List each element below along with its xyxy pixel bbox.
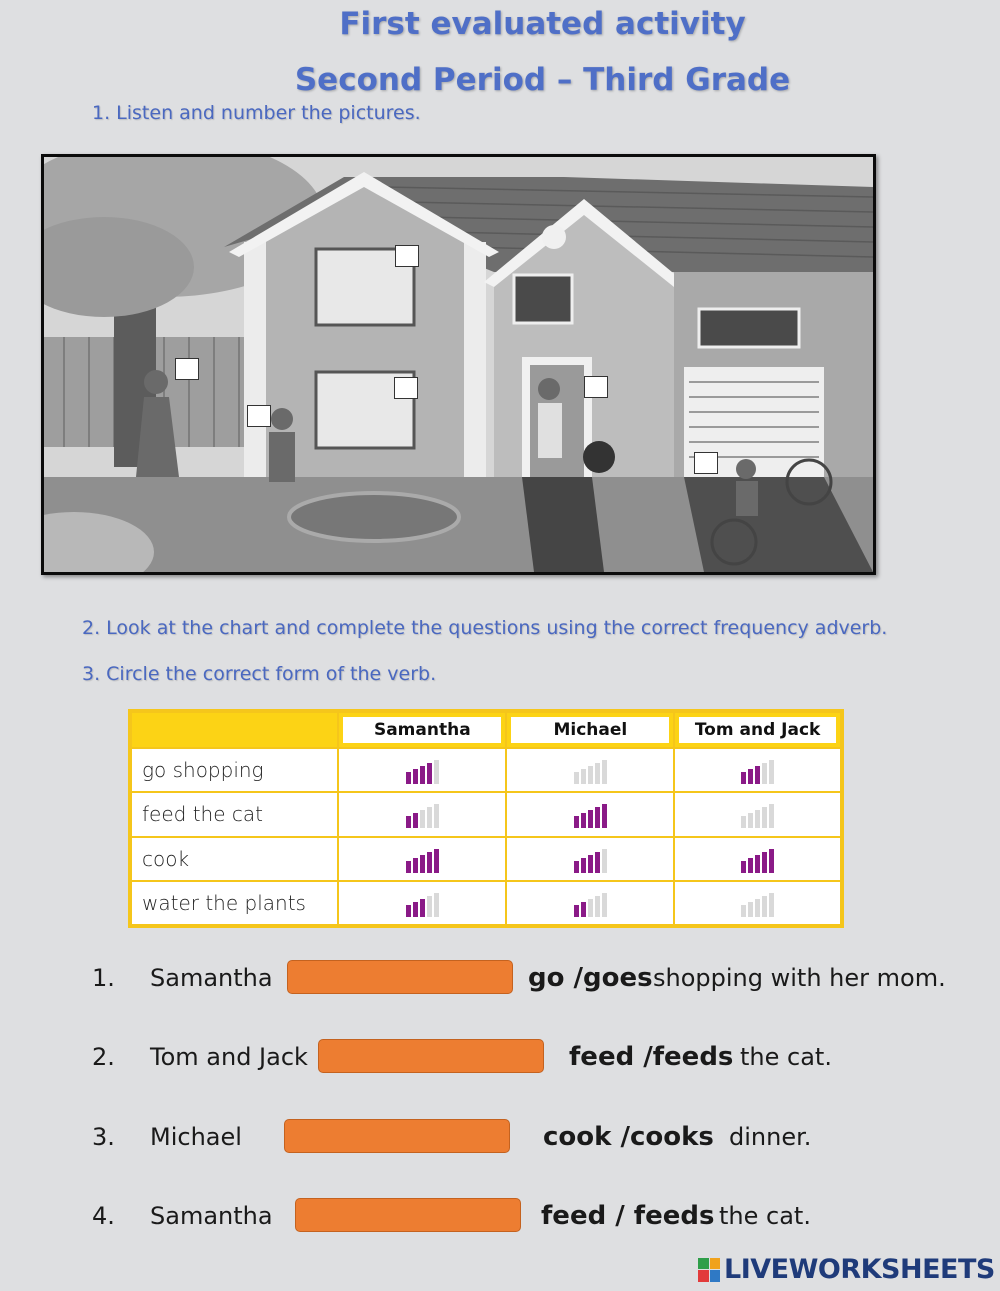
frequency-cell [338, 792, 506, 836]
sentence-rest: the cat. [740, 1043, 832, 1071]
frequency-bar [574, 861, 579, 873]
frequency-bars-icon [741, 845, 774, 873]
frequency-bars-icon [574, 800, 607, 828]
sentence-number: 2. [92, 1043, 115, 1071]
activity-label: feed the cat [131, 792, 338, 836]
frequency-bar [741, 772, 746, 784]
instruction-2: 2. Look at the chart and complete the questions using the correct frequency adverb. [82, 617, 888, 639]
sentence-rest: shopping with her mom. [653, 964, 946, 992]
frequency-bar [574, 816, 579, 828]
frequency-bar [581, 902, 586, 917]
frequency-bar [581, 769, 586, 784]
frequency-bar [427, 763, 432, 784]
number-input-box[interactable] [694, 452, 718, 474]
frequency-bar [588, 899, 593, 917]
activity-label: cook [131, 837, 338, 881]
frequency-bar [574, 772, 579, 784]
sentence-number: 1. [92, 964, 115, 992]
frequency-bar [755, 899, 760, 917]
chart-row [131, 748, 841, 792]
chart-corner-cell [131, 712, 338, 748]
frequency-bar [748, 858, 753, 873]
chart-header-samantha: Samantha [338, 712, 506, 748]
sentence-subject: Michael [150, 1123, 242, 1151]
frequency-bar [406, 816, 411, 828]
frequency-bar [755, 855, 760, 873]
frequency-bar [406, 772, 411, 784]
verb-choice[interactable]: feed /feeds [569, 1042, 734, 1072]
frequency-bar [748, 813, 753, 828]
sentence-3 [92, 1117, 972, 1157]
frequency-bar [595, 763, 600, 784]
frequency-cell [506, 881, 674, 925]
frequency-cell [506, 748, 674, 792]
answer-dropdown[interactable] [318, 1039, 544, 1073]
frequency-bars-icon [741, 756, 774, 784]
worksheet-title: First evaluated activity [339, 6, 746, 42]
sentence-4 [92, 1196, 972, 1236]
sentence-2 [92, 1037, 972, 1077]
instruction-3: 3. Circle the correct form of the verb. [82, 663, 437, 685]
frequency-bar [413, 902, 418, 917]
frequency-bar [748, 902, 753, 917]
sentence-number: 3. [92, 1123, 115, 1151]
liveworksheets-logo [698, 1254, 995, 1285]
frequency-bar [413, 769, 418, 784]
frequency-cell [674, 792, 841, 836]
sentence-rest: the cat. [719, 1202, 811, 1230]
frequency-cell [674, 837, 841, 881]
frequency-bar [581, 858, 586, 873]
frequency-chart [128, 709, 844, 928]
chart-header-michael: Michael [506, 712, 674, 748]
frequency-bar [434, 760, 439, 784]
sentence-subject: Samantha [150, 1202, 273, 1230]
frequency-bar [741, 905, 746, 917]
frequency-bar [602, 804, 607, 828]
frequency-bar [588, 855, 593, 873]
frequency-bars-icon [574, 889, 607, 917]
frequency-bar [748, 769, 753, 784]
frequency-bar [602, 849, 607, 873]
chart-row [131, 837, 841, 881]
frequency-bar [602, 760, 607, 784]
frequency-bar [406, 861, 411, 873]
frequency-bars-icon [574, 756, 607, 784]
frequency-bars-icon [406, 756, 439, 784]
verb-choice[interactable]: cook /cooks [543, 1122, 714, 1152]
frequency-bar [420, 855, 425, 873]
activity-label: water the plants [131, 881, 338, 925]
frequency-cell [338, 881, 506, 925]
frequency-bar [574, 905, 579, 917]
frequency-bar [741, 861, 746, 873]
frequency-bar [595, 807, 600, 828]
number-input-box[interactable] [175, 358, 199, 380]
sentence-subject: Samantha [150, 964, 273, 992]
activity-label: go shopping [131, 748, 338, 792]
frequency-bar [427, 852, 432, 873]
frequency-bar [581, 813, 586, 828]
frequency-bars-icon [741, 800, 774, 828]
frequency-bar [762, 896, 767, 917]
frequency-bar [762, 852, 767, 873]
frequency-bars-icon [574, 845, 607, 873]
frequency-cell [506, 792, 674, 836]
number-input-box[interactable] [247, 405, 271, 427]
frequency-bar [406, 905, 411, 917]
frequency-bar [741, 816, 746, 828]
frequency-bar [427, 807, 432, 828]
frequency-cell [674, 748, 841, 792]
frequency-bars-icon [741, 889, 774, 917]
sentence-1 [92, 958, 972, 998]
frequency-bar [595, 896, 600, 917]
number-input-box[interactable] [395, 245, 419, 267]
frequency-bar [420, 810, 425, 828]
frequency-cell [338, 837, 506, 881]
frequency-cell [506, 837, 674, 881]
frequency-cell [338, 748, 506, 792]
frequency-bar [762, 807, 767, 828]
frequency-bar [755, 810, 760, 828]
frequency-bar [434, 893, 439, 917]
frequency-bar [595, 852, 600, 873]
frequency-bar [413, 813, 418, 828]
answer-dropdown[interactable] [284, 1119, 510, 1153]
worksheet-subtitle: Second Period – Third Grade [294, 62, 791, 98]
frequency-bars-icon [406, 800, 439, 828]
house-scene-image [41, 154, 876, 575]
frequency-bar [602, 893, 607, 917]
frequency-bar [769, 760, 774, 784]
frequency-bar [769, 804, 774, 828]
frequency-bar [769, 893, 774, 917]
answer-dropdown[interactable] [287, 960, 513, 994]
liveworksheets-logo-icon [698, 1258, 720, 1282]
frequency-bar [434, 804, 439, 828]
number-input-box[interactable] [394, 377, 418, 399]
chart-row [131, 792, 841, 836]
frequency-bar [413, 858, 418, 873]
verb-choice[interactable]: go /goes [528, 963, 653, 993]
sentence-number: 4. [92, 1202, 115, 1230]
number-input-box[interactable] [584, 376, 608, 398]
frequency-bar [434, 849, 439, 873]
chart-row [131, 881, 841, 925]
frequency-bar [762, 763, 767, 784]
frequency-bar [427, 896, 432, 917]
verb-choice[interactable]: feed / feeds [541, 1201, 715, 1231]
sentence-subject: Tom and Jack [150, 1043, 308, 1071]
answer-dropdown[interactable] [295, 1198, 521, 1232]
brand-name: LIVEWORKSHEETS [724, 1254, 995, 1285]
frequency-bars-icon [406, 889, 439, 917]
frequency-bars-icon [406, 845, 439, 873]
sentence-rest: dinner. [729, 1123, 812, 1151]
frequency-bar [420, 899, 425, 917]
frequency-cell [674, 881, 841, 925]
frequency-bar [755, 766, 760, 784]
frequency-bar [769, 849, 774, 873]
instruction-1: 1. Listen and number the pictures. [92, 102, 421, 124]
chart-header-tom-and-jack: Tom and Jack [674, 712, 841, 748]
frequency-bar [588, 810, 593, 828]
frequency-bar [420, 766, 425, 784]
frequency-bar [588, 766, 593, 784]
house-illustration [44, 157, 873, 572]
